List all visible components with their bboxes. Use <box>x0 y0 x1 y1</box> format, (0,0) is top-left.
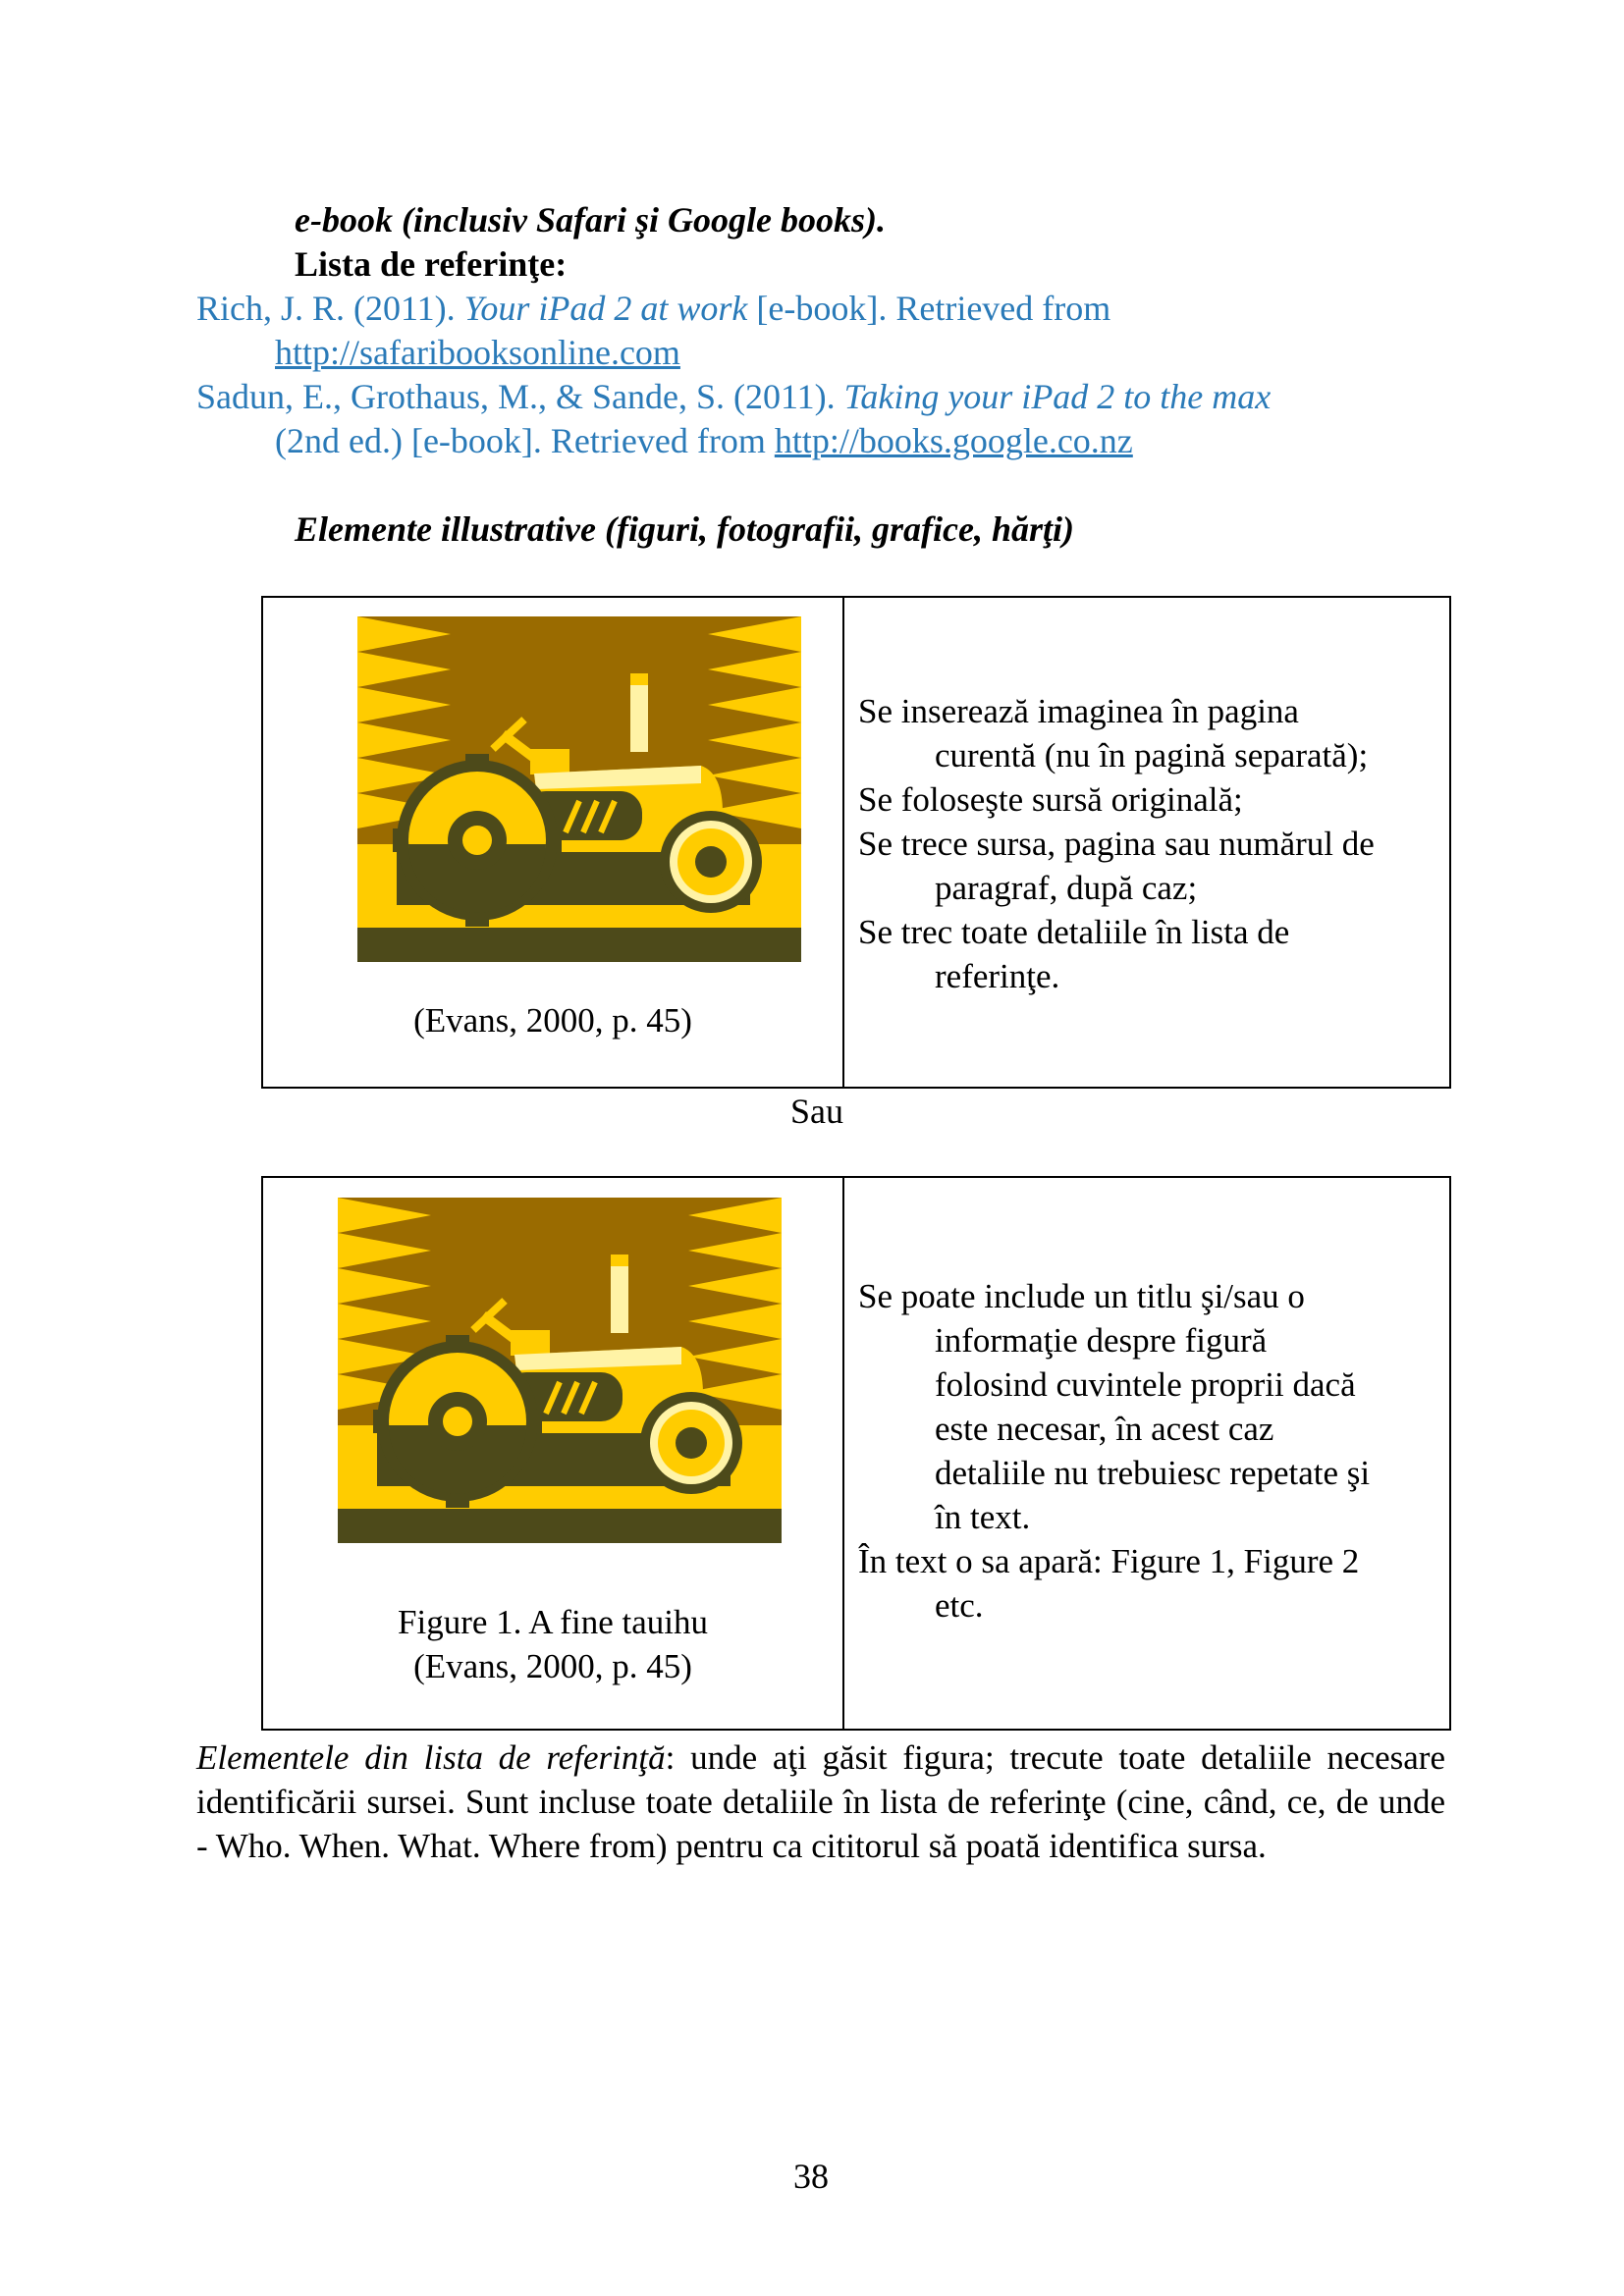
table-2-divider <box>842 1178 844 1729</box>
table-1-line: paragraf, după caz; <box>935 869 1198 907</box>
table-1-line: Se foloseşte sursă originală; <box>858 780 1243 819</box>
table-1-caption: (Evans, 2000, p. 45) <box>413 1001 692 1040</box>
figure-table-1 <box>261 596 1451 1089</box>
reference-2-line2-text: (2nd ed.) [e-book]. Retrieved from <box>275 421 775 460</box>
tractor-clipart-icon <box>338 1198 782 1543</box>
reference-entry-1 <box>196 287 1110 331</box>
reference-2-title: Taking your iPad 2 to the max <box>843 377 1272 416</box>
section-heading: Elemente illustrative (figuri, fotografii, grafice, hărţi) <box>295 509 1074 549</box>
table-1-divider <box>842 598 844 1087</box>
table-1-line: referinţe. <box>935 957 1060 995</box>
reference-2-line-2 <box>275 419 1133 463</box>
ebook-heading: e-book (inclusiv Safari şi Google books). <box>295 200 886 240</box>
closing-label: Elementele din lista de referinţă <box>196 1738 666 1777</box>
tractor-clipart-icon <box>357 616 801 962</box>
table-1-line: Se trece sursa, pagina sau numărul de <box>858 825 1375 863</box>
reference-list-heading: Lista de referinţe: <box>295 244 568 284</box>
reference-1-line-2 <box>275 331 680 375</box>
table-2-line: etc. <box>935 1586 984 1625</box>
reference-1-suffix: [e-book]. Retrieved from <box>747 289 1111 328</box>
figure-source: (Evans, 2000, p. 45) <box>413 1647 692 1685</box>
table-1-line: Se trec toate detaliile în lista de <box>858 913 1290 951</box>
table-2-caption <box>263 1600 842 1688</box>
table-2-line: detaliile nu trebuiesc repetate şi <box>935 1454 1371 1492</box>
reference-2-link[interactable]: http://books.google.co.nz <box>774 421 1133 460</box>
table-2-line: În text o sa apară: Figure 1, Figure 2 <box>858 1542 1360 1580</box>
table-1-line: curentă (nu în pagină separată); <box>935 736 1369 774</box>
reference-1-prefix: Rich, J. R. (2011). <box>196 289 464 328</box>
table-1-instructions <box>858 689 1375 998</box>
reference-2-prefix: Sadun, E., Grothaus, M., & Sande, S. (2011). <box>196 377 844 416</box>
figure-title: Figure 1. A fine tauihu <box>398 1603 708 1641</box>
table-2-instructions <box>858 1274 1370 1628</box>
reference-entry-2 <box>196 375 1271 419</box>
closing-text: : unde aţi găsit figura; trecute toate detaliile necesare identificării sursei. Sunt incluse toate detaliile în lista de referinţe (cine, când, ce, de unde - Who. When. What. Where from) pentru ca cititorul să poată identifica sursa. <box>196 1738 1445 1865</box>
tractor-clipart <box>338 1198 782 1543</box>
reference-1-title: Your iPad 2 at work <box>463 289 748 328</box>
separator-text: Sau <box>790 1092 843 1131</box>
table-2-line: în text. <box>935 1498 1031 1536</box>
table-2-line: este necesar, în acest caz <box>935 1410 1274 1448</box>
page-number: 38 <box>793 2157 829 2196</box>
figure-table-2 <box>261 1176 1451 1731</box>
table-1-line: Se inserează imaginea în pagina <box>858 692 1299 730</box>
table-2-line: informaţie despre figură <box>935 1321 1268 1360</box>
table-2-line: Se poate include un titlu şi/sau o <box>858 1277 1305 1315</box>
tractor-clipart <box>357 616 801 962</box>
closing-paragraph <box>196 1735 1445 1868</box>
table-2-line: folosind cuvintele proprii dacă <box>935 1365 1356 1404</box>
reference-1-link[interactable]: http://safaribooksonline.com <box>275 333 680 372</box>
